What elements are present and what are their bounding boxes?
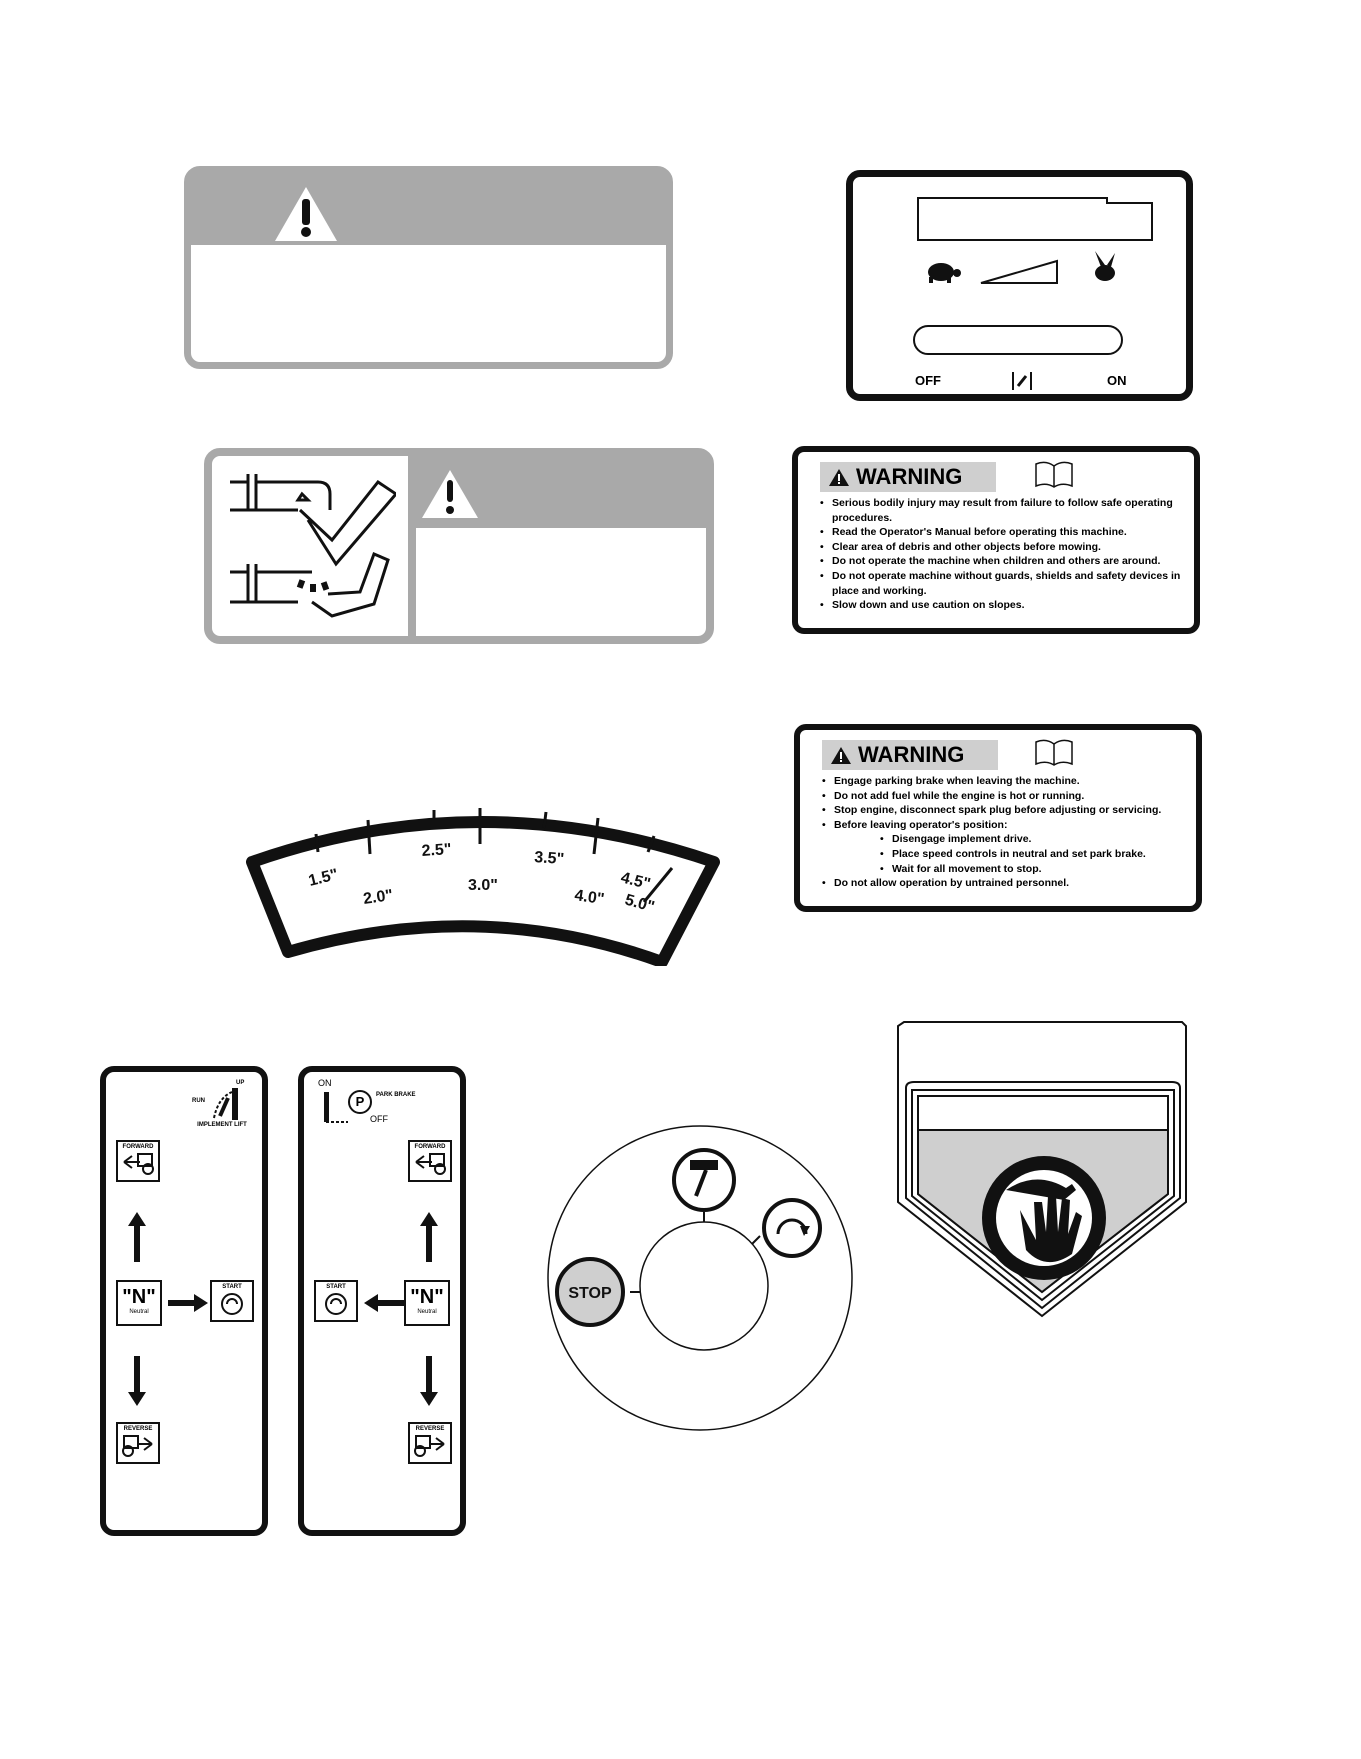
hand-hazard-decal <box>896 1020 1190 1318</box>
lights-icon <box>674 1150 734 1210</box>
warning-item: • Read the Operator's Manual before operating this machine. <box>820 525 1190 540</box>
turtle-slow-icon <box>921 259 963 285</box>
off-label: OFF <box>915 373 941 388</box>
on-label: ON <box>1107 373 1127 388</box>
gauge-label: 4.5" <box>619 869 653 894</box>
stop-icon <box>557 1259 623 1325</box>
neutral-icon: "N" Neutral <box>116 1280 162 1326</box>
warning-triangle-icon <box>420 468 480 520</box>
warning-item: • Slow down and use caution on slopes. <box>820 598 1190 613</box>
warning-item: • Do not operate machine without guards, shields and safety devices in place and working. <box>820 569 1190 598</box>
arrow-up-icon <box>420 1212 438 1262</box>
arrow-left-icon <box>364 1294 404 1312</box>
warning-item: • Stop engine, disconnect spark plug before adjusting or servicing. <box>822 803 1192 818</box>
label-blank-frame <box>917 197 1153 241</box>
warning-item: • Before leaving operator's position: <box>822 818 1192 833</box>
implement-lift-label: IMPLEMENT LIFT <box>197 1122 247 1128</box>
decal-divider <box>408 456 416 636</box>
warning-item: • Do not operate the machine when children and others are around. <box>820 554 1190 569</box>
gauge-label: 2.0" <box>362 886 395 908</box>
blade-caution-decal <box>204 448 714 644</box>
speed-ramp-icon <box>979 259 1059 285</box>
arrow-down-icon <box>128 1356 146 1406</box>
warning-item: • Serious bodily injury may result from failure to follow safe operating procedures. <box>820 496 1190 525</box>
warning-item: • Clear area of debris and other objects before mowing. <box>820 540 1190 555</box>
warning-triangle-icon <box>273 185 339 243</box>
warning-header <box>820 462 996 492</box>
caution-decal-blank <box>184 166 673 369</box>
forward-icon: FORWARD <box>116 1140 160 1182</box>
warning-item: • Engage parking brake when leaving the machine. <box>822 774 1192 789</box>
warning-subitem: • Wait for all movement to stop. <box>822 862 1192 877</box>
control-panel-right <box>298 1066 466 1536</box>
arrow-up-icon <box>128 1212 146 1262</box>
forward-icon: FORWARD <box>408 1140 452 1182</box>
warning-item: • Do not allow operation by untrained personnel. <box>822 876 1192 891</box>
run-label: RUN <box>192 1098 205 1104</box>
warning-subitem: • Place speed controls in neutral and set park brake. <box>822 847 1192 862</box>
ignition-decal <box>540 1118 860 1438</box>
start-icon: START <box>314 1280 358 1322</box>
warning-subitem: • Disengage implement drive. <box>822 832 1192 847</box>
warning-decal-safety <box>792 446 1200 634</box>
gauge-label: 4.0" <box>573 887 606 909</box>
manual-book-icon <box>1034 460 1074 488</box>
arrow-right-icon <box>168 1294 208 1312</box>
gauge-label: 1.5" <box>306 866 340 890</box>
warning-item: • Do not add fuel while the engine is hot or running. <box>822 789 1192 804</box>
start-icon: START <box>210 1280 254 1322</box>
run-icon <box>764 1200 820 1256</box>
control-panel-left <box>100 1066 268 1536</box>
park-brake-icon: P <box>348 1090 372 1114</box>
warning-list <box>820 496 1190 613</box>
stop-label: STOP <box>568 1285 612 1302</box>
blade-diagram-icon <box>228 464 396 634</box>
lift-lever-icon <box>206 1086 242 1120</box>
gauge-label: 3.5" <box>533 849 565 869</box>
on-label: ON <box>318 1078 332 1088</box>
manual-book-icon <box>1034 738 1074 766</box>
park-brake-lever-icon <box>324 1092 348 1128</box>
label-blank-pill <box>913 325 1123 355</box>
cutting-height-gauge <box>244 804 724 966</box>
hand-entanglement-icon <box>982 1156 1106 1280</box>
warning-triangle-icon <box>828 468 850 487</box>
arrow-down-icon <box>420 1356 438 1406</box>
up-label: UP <box>236 1080 245 1086</box>
rabbit-fast-icon <box>1089 251 1121 287</box>
throttle-decal <box>846 170 1193 401</box>
gauge-label: 3.0" <box>468 877 498 894</box>
caution-decal-header <box>191 173 666 245</box>
reverse-icon: REVERSE <box>116 1422 160 1464</box>
warning-title: WARNING <box>856 464 963 489</box>
warning-title: WARNING <box>858 742 965 767</box>
gauge-label: 5.0" <box>622 891 657 917</box>
neutral-icon: "N" Neutral <box>404 1280 450 1326</box>
park-brake-label: PARK BRAKE <box>376 1092 416 1098</box>
off-label: OFF <box>370 1114 388 1124</box>
warning-header <box>822 740 998 770</box>
warning-decal-operation <box>794 724 1202 912</box>
warning-triangle-icon <box>830 746 852 765</box>
warning-list <box>822 774 1192 891</box>
reverse-icon: REVERSE <box>408 1422 452 1464</box>
gauge-label: 2.5" <box>421 840 453 860</box>
switch-icon <box>1011 371 1033 391</box>
